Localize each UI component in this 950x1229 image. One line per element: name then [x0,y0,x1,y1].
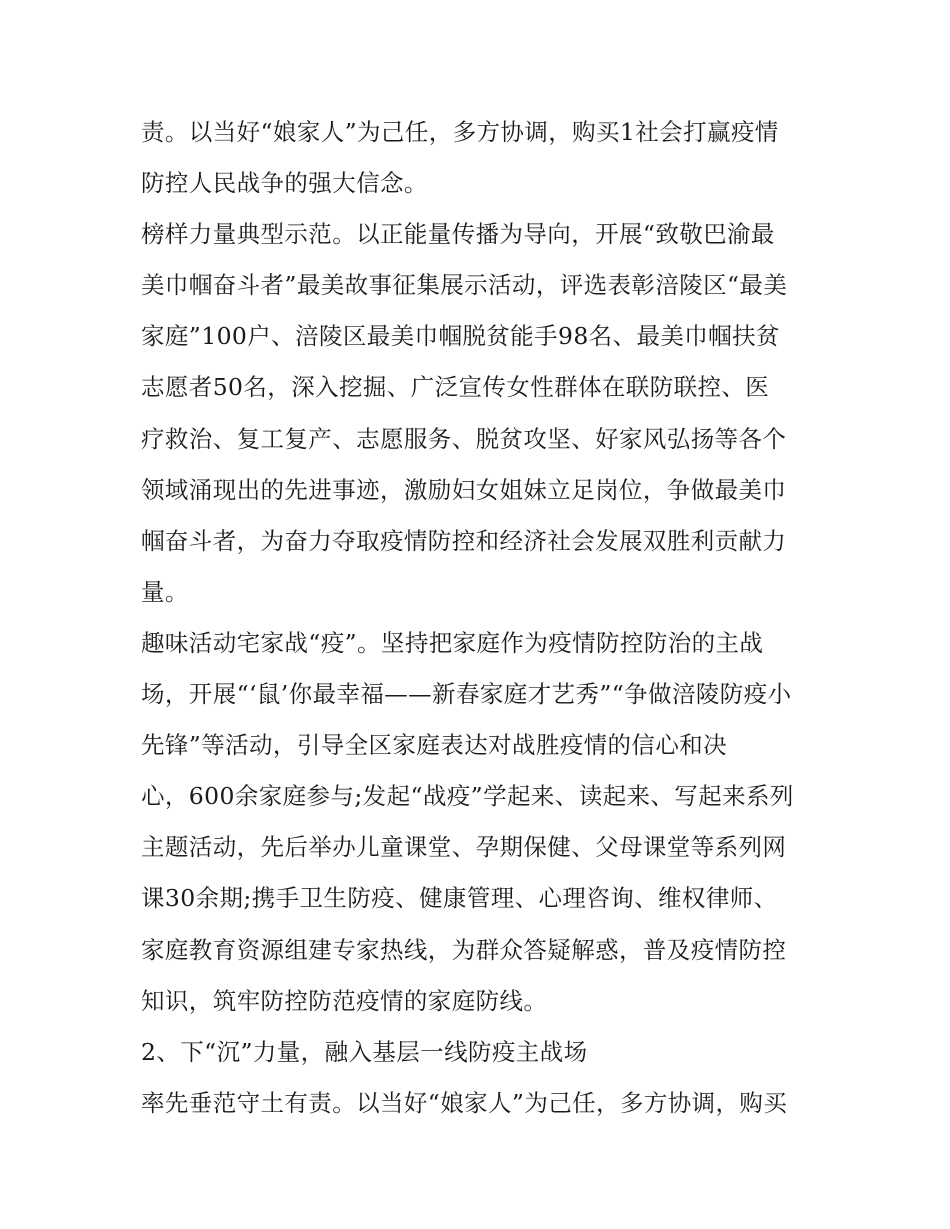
text-line: 疗救治、复工复产、志愿服务、脱贫攻坚、好家风弘扬等各个 [141,424,787,453]
section-heading: 2、下“沉”力量，融入基层一线防疫主战场 [141,1037,588,1066]
text-line: 美巾帼奋斗者”最美故事征集展示活动，评选表彰涪陵区“最美 [141,271,788,300]
text-line: 主题活动，先后举办儿童课堂、孕期保健、父母课堂等系列网 [141,833,787,862]
text-line: 防控人民战争的强大信念。 [141,169,428,198]
text-line: 知识，筑牢防控防范疫情的家庭防线。 [141,986,548,1015]
text-line: 家庭教育资源组建专家热线，为群众答疑解惑，普及疫情防控 [141,935,787,964]
text-line: 场，开展“‘鼠’你最幸福——新春家庭才艺秀”“争做涪陵防疫小 [141,680,792,709]
text-line: 志愿者50名，深入挖掘、广泛宣传女性群体在联防联控、医 [141,373,770,402]
body-text [141,107,821,1129]
text-line: 课30余期;携手卫生防疫、健康管理、心理咨询、维权律师、 [141,884,778,913]
paragraph-heading-line: 率先垂范守土有责。以当好“娘家人”为己任，多方协调，购买 [141,1088,788,1117]
text-line: 领域涌现出的先进事迹，激励妇女姐妹立足岗位，争做最美巾 [141,475,787,504]
text-line: 心，600余家庭参与;发起“战疫”学起来、读起来、写起来系列 [141,782,794,811]
text-line: 先锋”等活动，引导全区家庭表达对战胜疫情的信心和决 [141,731,728,760]
text-line: 帼奋斗者，为奋力夺取疫情防控和经济社会发展双胜利贡献力 [141,526,787,555]
paragraph-heading-line: 趣味活动宅家战“疫”。坚持把家庭作为疫情防控防治的主战 [141,628,764,657]
text-line: 家庭”100户、涪陵区最美巾帼脱贫能手98名、最美巾帼扶贫 [141,322,780,351]
text-line: 责。以当好“娘家人”为己任，多方协调，购买1社会打赢疫情 [141,118,779,146]
paragraph-heading-line: 榜样力量典型示范。以正能量传播为导向，开展“致敬巴渝最 [141,220,775,249]
text-line: 量。 [141,577,189,606]
